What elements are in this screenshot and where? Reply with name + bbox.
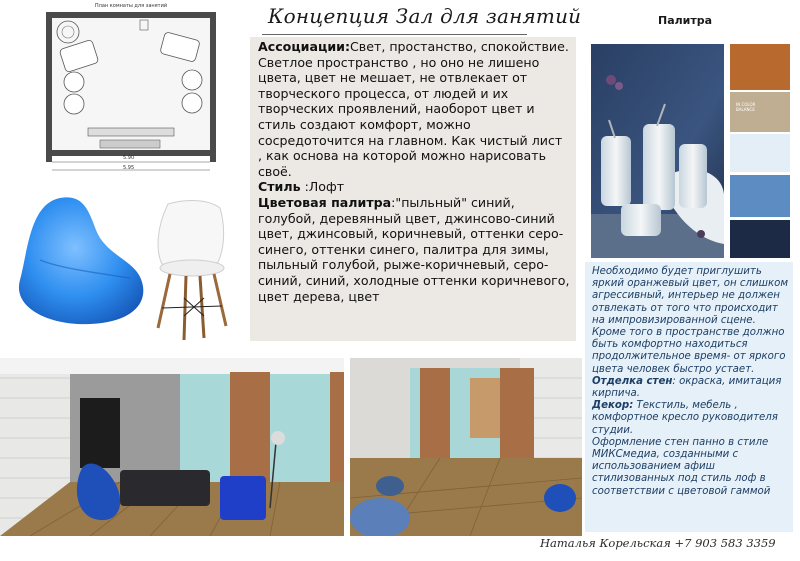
notes-body: Необходимо будет приглушить яркий оранжевый цвет, он слишком агрессивный, интерьер не должен отвлекать от того что происходит на импровизированной сцене. Кроме того в пространстве должно быть комфортно находиться продолжительное время- от яркого цвета человек быстро устает. [592, 266, 789, 375]
palette-swatch-4 [730, 175, 790, 217]
color-palette-text: :"пыльный" синий, голубой, деревянный цвет, джинсово-синий цвет, джинсовый, коричневый, оттенки серо-синего, оттенки синего, палитра для зимы, пыльный голубой, рыже-коричневый, серо-синий, синий, холодные оттенки коричневого, цвет дерева, цвет [258, 194, 570, 304]
plan-title: План комнаты для занятий [94, 3, 168, 9]
decor-text: Текстиль, мебель , комфортное кресло руководителя студии. [592, 400, 778, 436]
decor-label: Декор: [592, 400, 634, 412]
palette-swatch-2 [730, 92, 790, 132]
palette-tag: IN COLOR BALANCE [736, 102, 756, 112]
walls-text: : окраска, имитация кирпича. [592, 375, 782, 400]
notes-panel [585, 262, 793, 532]
floor-plan [40, 0, 222, 178]
bean-bag-image [10, 190, 150, 330]
interior-render-1-drawing [0, 358, 344, 536]
associations-body: Свет, простанство, спокойствие. Светлое пространство , но оно не лишено цвета, цвет не мешает, не отвлекает от творческого процесса, от людей и их творческих проявлений, наоборот цвет и стиль создают комфорт, можно сосредоточится на главном. Как чистый лист , как основа на которой можно нарисовать своё. [258, 39, 569, 179]
palette-title: Палитра [658, 14, 713, 27]
interior-render-2-drawing [350, 358, 582, 536]
interior-render-2 [350, 358, 582, 536]
notes-extra: Оформление стен панно в стиле МИКСмедиа, созданными с использованием афиш стилизованных под стиль лоф в соответствии с цветовой гаммой [592, 436, 771, 497]
associations-panel [250, 37, 576, 341]
palette-photo-drawing [591, 44, 724, 258]
interior-render-1 [0, 358, 344, 536]
palette-swatch-3 [730, 134, 790, 172]
page-title: Концепция Зал для занятий [268, 4, 582, 28]
chair-image [148, 198, 243, 348]
palette-swatch-5 [730, 220, 790, 258]
style-label: Стиль [258, 179, 301, 195]
associations-text [258, 39, 570, 304]
plan-dimension-1: 5.90 [123, 155, 135, 161]
style-value: :Лофт [300, 179, 345, 195]
associations-label: Ассоциации: [258, 39, 351, 54]
signature-contact: Наталья Корельская +7 903 583 3359 [540, 536, 776, 550]
floor-plan-drawing [40, 0, 222, 178]
palette-photo [591, 44, 724, 258]
color-palette-label: Цветовая палитра [258, 194, 392, 210]
walls-label: Отделка стен [592, 375, 673, 387]
title-underline [262, 34, 527, 35]
palette-swatch-1 [730, 44, 790, 90]
notes-text [592, 266, 790, 498]
plan-dimension-2: 5.95 [123, 165, 135, 171]
